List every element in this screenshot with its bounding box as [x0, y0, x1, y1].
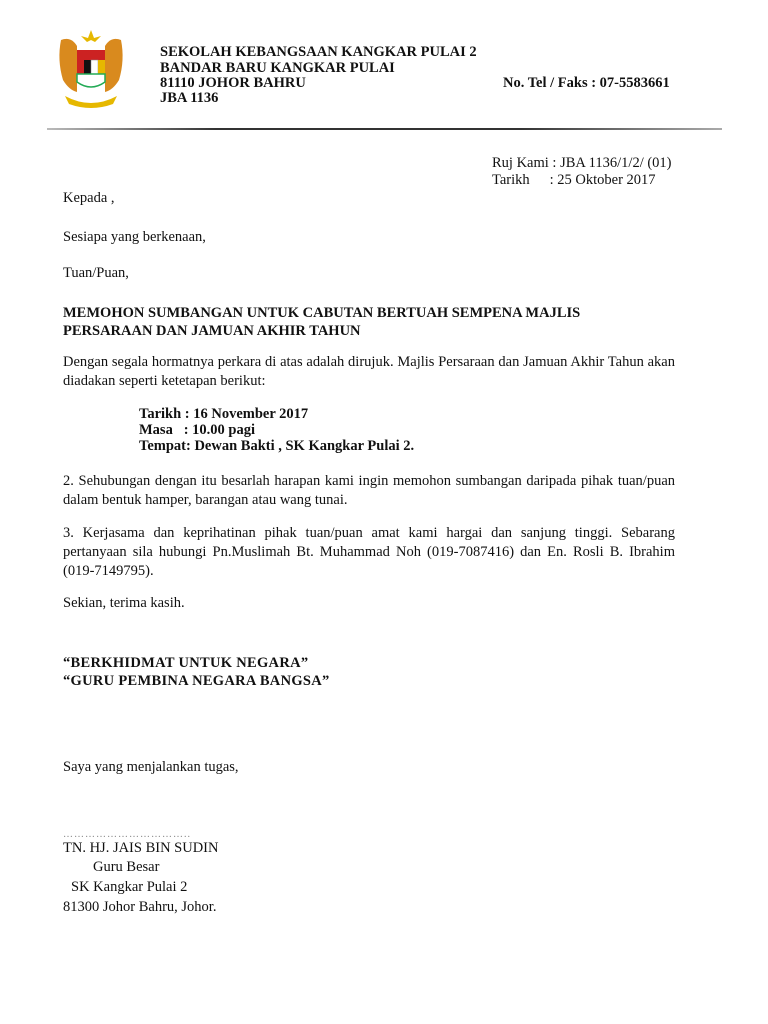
address-line-1: BANDAR BARU KANGKAR PULAI [160, 60, 395, 76]
tel-fax: No. Tel / Faks : 07-5583661 [503, 75, 670, 91]
signer-name: TN. HJ. JAIS BIN SUDIN [63, 840, 219, 856]
motto-1: “BERKHIDMAT UNTUK NEGARA” [63, 655, 309, 671]
recipient-label: Kepada , [63, 190, 115, 206]
header-divider [47, 128, 722, 130]
subject-line-1: MEMOHON SUMBANGAN UNTUK CABUTAN BERTUAH SEMPENA MAJLIS [63, 305, 581, 321]
signer-address: 81300 Johor Bahru, Johor. [63, 899, 217, 915]
subject-line-2: PERSARAAN DAN JAMUAN AKHIR TAHUN [63, 323, 361, 339]
motto-2: “GURU PEMBINA NEGARA BANGSA” [63, 673, 330, 689]
signer-title: Guru Besar [93, 859, 160, 875]
date-line [492, 172, 656, 189]
date-value: : 25 Oktober 2017 [549, 172, 656, 188]
event-venue: Tempat: Dewan Bakti , SK Kangkar Pulai 2. [139, 438, 415, 454]
school-name: SEKOLAH KEBANGSAAN KANGKAR PULAI 2 [160, 44, 477, 60]
paragraph-request: 2. Sehubungan dengan itu besarlah harapan kami ingin memohon sumbangan daripada pihak tuan/puan dalam bentuk hamper, barangan atau wang tunai. [63, 473, 675, 508]
coat-of-arms-logo [55, 28, 127, 110]
paragraph-contact: 3. Kerjasama dan keprihatinan pihak tuan/puan amat kami hargai dan sanjung tinggi. Sebarang pertanyaan sila hubungi Pn.Muslimah Bt. Muhammad Noh (019-7087416) dan En. Rosli B. Ibrahim (019-7149795). [63, 525, 675, 579]
event-time: Masa : 10.00 pagi [139, 422, 255, 438]
address-line-2: 81110 JOHOR BAHRU [160, 75, 306, 91]
school-code: JBA 1136 [160, 90, 219, 106]
salutation: Tuan/Puan, [63, 265, 129, 281]
duty-statement: Saya yang menjalankan tugas, [63, 759, 239, 775]
date-label: Tarikh [492, 172, 530, 188]
paragraph-intro: Dengan segala hormatnya perkara di atas adalah dirujuk. Majlis Persaraan dan Jamuan Akhir Tahun akan diadakan seperti ketetapan berikut: [63, 354, 675, 389]
signature-line: …………………………….. [63, 829, 191, 840]
salutation-general: Sesiapa yang berkenaan, [63, 229, 206, 245]
signer-school: SK Kangkar Pulai 2 [71, 879, 188, 895]
event-date: Tarikh : 16 November 2017 [139, 406, 309, 422]
reference-number: Ruj Kami : JBA 1136/1/2/ (01) [492, 155, 672, 171]
closing: Sekian, terima kasih. [63, 595, 185, 611]
